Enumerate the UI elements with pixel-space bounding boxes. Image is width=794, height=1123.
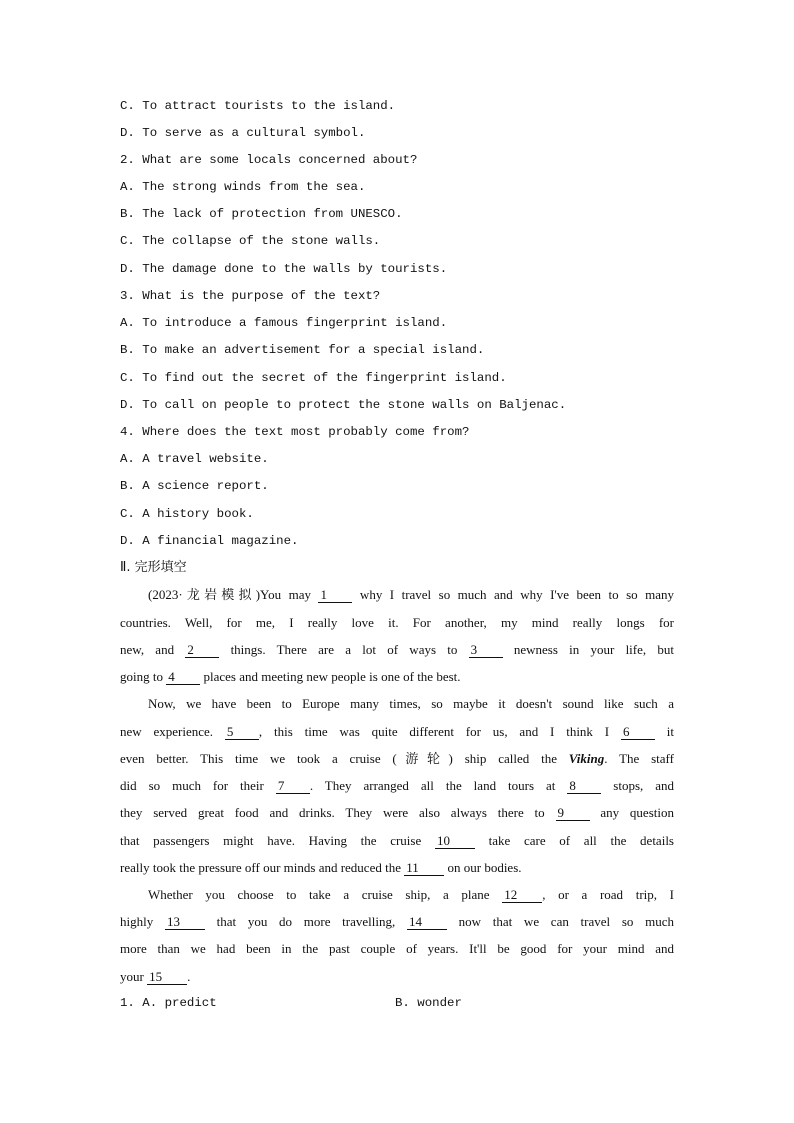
option-line: A. To introduce a famous fingerprint island. — [120, 316, 448, 330]
question-line: 2. What are some locals concerned about? — [120, 153, 418, 167]
option-line: C. To attract tourists to the island. — [120, 99, 396, 113]
option-line: B. A science report. — [120, 479, 269, 493]
passage-line: highly 13 that you do more travelling, 14 now that we can travel so much — [120, 914, 674, 929]
passage-line: countries. Well, for me, I really love it. For another, my mind really longs for — [120, 615, 674, 630]
option-1b: B. wonder — [395, 996, 462, 1010]
blank-11[interactable]: 11 — [404, 861, 444, 876]
option-line: D. A financial magazine. — [120, 534, 299, 548]
passage-line: even better. This time we took a cruise (游轮) ship called the Viking. The staff — [120, 751, 674, 766]
passage-line: Now, we have been to Europe many times, so maybe it doesn't sound like such a — [148, 696, 674, 711]
option-line: D. To call on people to protect the stone walls on Baljenac. — [120, 398, 567, 412]
passage-line: more than we had been in the past couple of years. It'll be good for your mind and — [120, 941, 674, 956]
passage-line: Whether you choose to take a cruise ship, a plane 12 , or a road trip, I — [148, 887, 674, 902]
blank-13[interactable]: 13 — [165, 915, 205, 930]
blank-15[interactable]: 15 — [147, 970, 187, 985]
option-line: A. The strong winds from the sea. — [120, 180, 366, 194]
option-line: C. To find out the secret of the fingerprint island. — [120, 371, 507, 385]
option-line: B. To make an advertisement for a special island. — [120, 343, 485, 357]
blank-8[interactable]: 8 — [567, 779, 601, 794]
passage-line: that passengers might have. Having the cruise 10 take care of all the details — [120, 833, 674, 848]
blank-5[interactable]: 5 — [225, 725, 259, 740]
option-line: C. A history book. — [120, 507, 254, 521]
blank-10[interactable]: 10 — [435, 834, 475, 849]
passage-line: (2023·龙岩模拟)You may 1 why I travel so much and why I've been to so many — [148, 587, 674, 602]
option-line: A. A travel website. — [120, 452, 269, 466]
blank-4[interactable]: 4 — [166, 670, 200, 685]
blank-7[interactable]: 7 — [276, 779, 310, 794]
passage-line: really took the pressure off our minds and reduced the 11 on our bodies. — [120, 860, 522, 875]
passage-line: they served great food and drinks. They were also always there to 9 any question — [120, 805, 674, 820]
blank-6[interactable]: 6 — [621, 725, 655, 740]
option-line: D. To serve as a cultural symbol. — [120, 126, 366, 140]
passage-line: your 15 . — [120, 969, 191, 984]
blank-14[interactable]: 14 — [407, 915, 447, 930]
blank-2[interactable]: 2 — [185, 643, 219, 658]
section-heading: Ⅱ. 完形填空 — [120, 560, 187, 575]
question-line: 4. Where does the text most probably come from? — [120, 425, 470, 439]
option-1a: 1. A. predict — [120, 996, 217, 1010]
passage-line: new experience. 5 , this time was quite different for us, and I think I 6 it — [120, 724, 674, 739]
blank-12[interactable]: 12 — [502, 888, 542, 903]
blank-3[interactable]: 3 — [469, 643, 503, 658]
option-line: C. The collapse of the stone walls. — [120, 234, 381, 248]
ship-name: Viking — [568, 751, 605, 766]
blank-9[interactable]: 9 — [556, 806, 590, 821]
option-line: B. The lack of protection from UNESCO. — [120, 207, 403, 221]
option-line: D. The damage done to the walls by tourists. — [120, 262, 448, 276]
question-line: 3. What is the purpose of the text? — [120, 289, 381, 303]
passage-line: new, and 2 things. There are a lot of ways to 3 newness in your life, but — [120, 642, 674, 657]
passage-line: did so much for their 7 . They arranged all the land tours at 8 stops, and — [120, 778, 674, 793]
passage-line: going to 4 places and meeting new people is one of the best. — [120, 669, 461, 684]
blank-1[interactable]: 1 — [318, 588, 352, 603]
